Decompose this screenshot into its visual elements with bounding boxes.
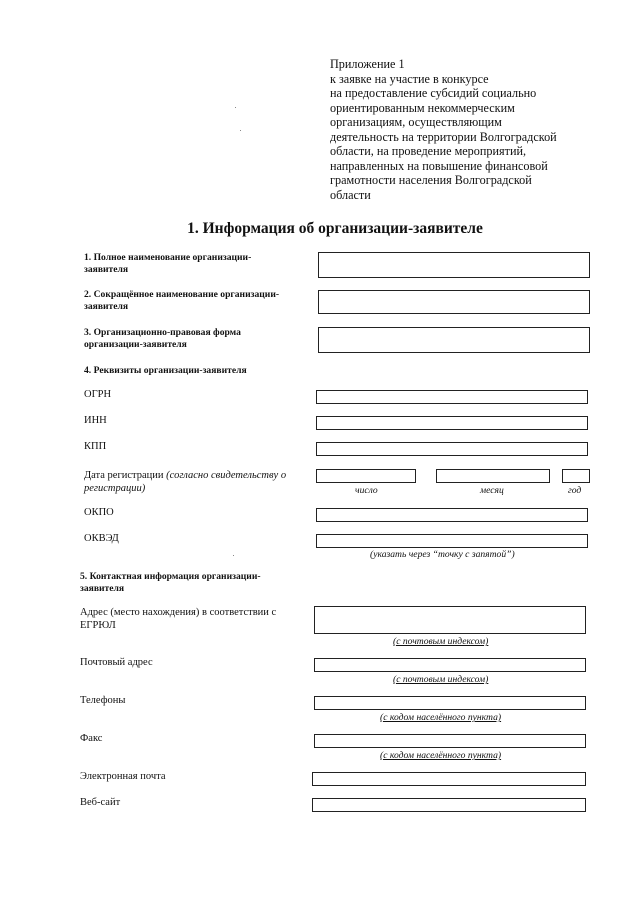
label-line: 2. Сокращённое наименование организации- xyxy=(84,289,280,300)
fax-label: Факс xyxy=(80,733,103,744)
reg-year-field[interactable] xyxy=(562,469,590,483)
reg-date-label xyxy=(84,470,309,495)
phones-label: Телефоны xyxy=(80,695,126,706)
section-title: 1. Информация об организации-заявителе xyxy=(187,220,483,237)
reg-month-caption: месяц xyxy=(480,485,504,496)
label-line: 5. Контактная информация организации- xyxy=(80,571,261,582)
short-name-label xyxy=(84,289,314,313)
appendix-line: направленных на повышение финансовой xyxy=(330,158,548,173)
reg-date-note: (согласно свидетельству о xyxy=(166,470,287,481)
reg-date-label-text: Дата регистрации xyxy=(84,470,164,481)
postal-address-hint: (с почтовым индексом) xyxy=(393,674,489,685)
appendix-line: области, на проведение мероприятий, xyxy=(330,144,527,158)
appendix-line: к заявке на участие в конкурсе xyxy=(330,71,489,86)
okpo-field[interactable] xyxy=(316,508,588,522)
appendix-line: грамотности населения Волгоградской xyxy=(330,173,532,187)
okved-field[interactable] xyxy=(316,534,588,548)
okpo-label: ОКПО xyxy=(84,507,114,518)
okved-hint: (указать через “точку с запятой”) xyxy=(370,549,515,560)
label-line: заявителя xyxy=(84,301,129,312)
label-line: заявителя xyxy=(80,583,125,594)
inn-label: ИНН xyxy=(84,415,107,426)
scan-speck xyxy=(240,130,241,131)
phones-hint: (с кодом населённого пункта) xyxy=(380,712,502,723)
label-line: 3. Организационно-правовая форма xyxy=(84,327,241,338)
email-field[interactable] xyxy=(312,772,586,786)
appendix-line: организациям, осуществляющим xyxy=(330,115,502,129)
appendix-line: Приложение 1 xyxy=(330,57,405,71)
fax-hint: (с кодом населённого пункта) xyxy=(380,750,502,761)
label-line: организации-заявителя xyxy=(84,339,187,350)
appendix-line: деятельность на территории Волгоградской xyxy=(330,129,557,144)
requisites-header: 4. Реквизиты организации-заявителя xyxy=(84,365,247,376)
reg-date-note: регистрации) xyxy=(84,482,146,494)
postal-address-field[interactable] xyxy=(314,658,586,672)
reg-day-field[interactable] xyxy=(316,469,416,483)
legal-address-hint: (с почтовым индексом) xyxy=(393,636,489,647)
legal-address-field[interactable] xyxy=(314,606,586,634)
appendix-line: области xyxy=(330,187,371,202)
ogrn-field[interactable] xyxy=(316,390,588,404)
label-line: Адрес (место нахождения) в соответствии с xyxy=(80,607,277,618)
legal-form-field[interactable] xyxy=(318,327,590,353)
inn-field[interactable] xyxy=(316,416,588,430)
okved-label: ОКВЭД xyxy=(84,533,119,544)
label-line: 1. Полное наименование организации- xyxy=(84,252,252,263)
fax-field[interactable] xyxy=(314,734,586,748)
short-name-field[interactable] xyxy=(318,290,590,314)
label-line: ЕГРЮЛ xyxy=(80,619,116,631)
kpp-field[interactable] xyxy=(316,442,588,456)
website-field[interactable] xyxy=(312,798,586,812)
scan-speck xyxy=(235,107,236,108)
website-label: Веб-сайт xyxy=(80,797,121,808)
phones-field[interactable] xyxy=(314,696,586,710)
appendix-note xyxy=(330,57,620,202)
email-label: Электронная почта xyxy=(80,771,166,782)
appendix-line: ориентированным некоммерческим xyxy=(330,100,515,115)
contacts-header xyxy=(80,571,310,595)
reg-day-caption: число xyxy=(355,485,378,496)
reg-month-field[interactable] xyxy=(436,469,550,483)
postal-address-label: Почтовый адрес xyxy=(80,657,153,668)
label-line: заявителя xyxy=(84,264,129,275)
full-name-field[interactable] xyxy=(318,252,590,278)
reg-year-caption: год xyxy=(568,485,582,496)
kpp-label: КПП xyxy=(84,441,107,452)
full-name-label xyxy=(84,252,314,276)
ogrn-label: ОГРН xyxy=(84,389,112,400)
scan-speck xyxy=(233,555,234,556)
appendix-line: на предоставление субсидий социально xyxy=(330,86,537,100)
legal-address-label xyxy=(80,607,310,632)
legal-form-label xyxy=(84,327,314,351)
